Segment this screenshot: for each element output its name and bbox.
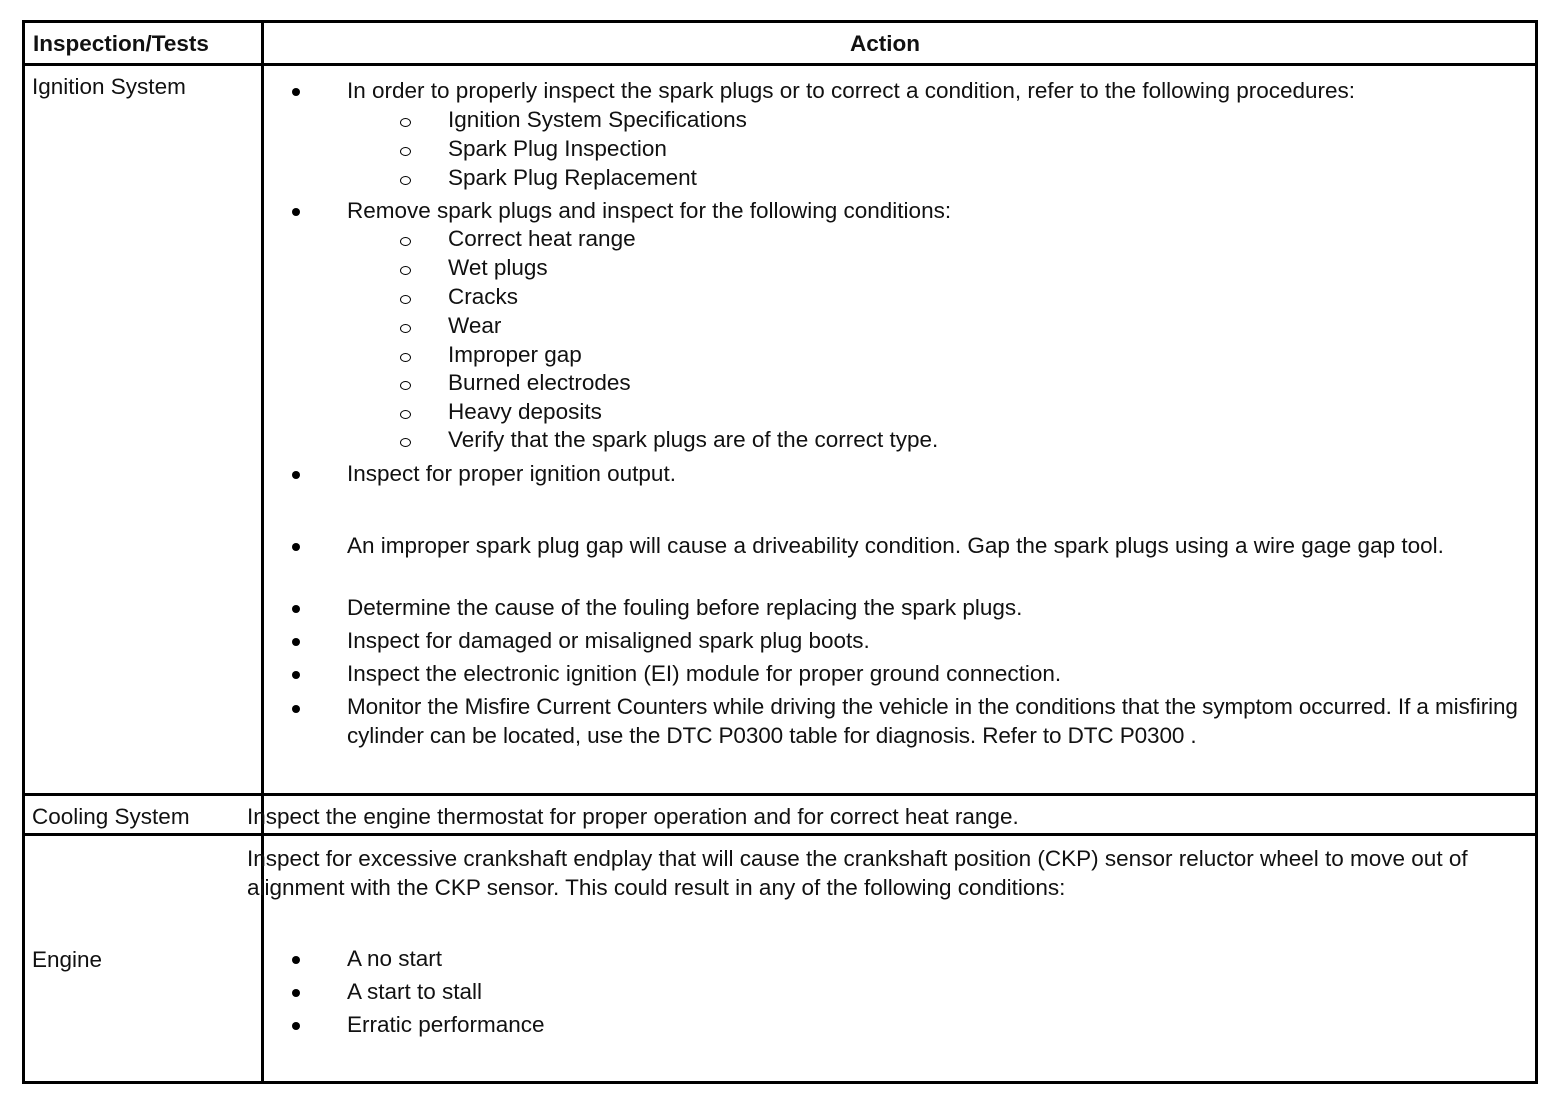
row-label-cooling: Cooling System	[32, 804, 190, 829]
sub-bullet-circle	[400, 266, 411, 275]
bullet-dot	[292, 1022, 300, 1030]
bullet-dot	[292, 989, 300, 997]
list-item: Determine the cause of the fouling before replacing the spark plugs.	[347, 595, 1023, 620]
list-item: Remove spark plugs and inspect for the following conditions:	[347, 198, 952, 223]
sub-bullet-circle	[400, 237, 411, 246]
bullet-dot	[292, 605, 300, 613]
sub-bullet-circle	[400, 353, 411, 362]
sub-list-item: Verify that the spark plugs are of the correct type.	[448, 427, 939, 452]
list-item: An improper spark plug gap will cause a driveability condition. Gap the spark plugs using a wire gage gap tool.	[347, 533, 1444, 558]
sub-bullet-circle	[400, 324, 411, 333]
sub-bullet-circle	[400, 147, 411, 156]
sub-bullet-circle	[400, 438, 411, 447]
sub-bullet-circle	[400, 295, 411, 304]
sub-bullet-circle	[400, 381, 411, 390]
sub-list-item: Cracks	[448, 284, 519, 309]
sub-bullet-circle	[400, 176, 411, 185]
list-item: Inspect the electronic ignition (EI) module for proper ground connection.	[347, 661, 1062, 686]
bullet-dot	[292, 471, 300, 479]
list-item: Inspect for proper ignition output.	[347, 461, 676, 486]
ignition-action-cell	[244, 23, 1534, 793]
sub-list-item: Spark Plug Inspection	[448, 136, 667, 161]
list-item: Monitor the Misfire Current Counters while driving the vehicle in the conditions that the symptom occurred. If a misfiring cylinder can be located, use the DTC P0300 table for diagnosis. Refer to DTC P0300 .	[347, 694, 1518, 748]
sub-list-item: Correct heat range	[448, 226, 636, 251]
bullet-dot	[292, 638, 300, 646]
engine-bullet-list	[244, 833, 1534, 1083]
list-item: Erratic performance	[347, 1012, 545, 1037]
row-divider	[25, 793, 1535, 796]
row-label-ignition: Ignition System	[32, 74, 186, 99]
sub-list-item: Wear	[448, 313, 502, 338]
inspection-table	[22, 20, 1538, 1084]
bullet-dot	[292, 543, 300, 551]
list-item: Inspect for damaged or misaligned spark plug boots.	[347, 628, 870, 653]
sub-list-item: Heavy deposits	[448, 399, 602, 424]
sub-list-item: Wet plugs	[448, 255, 548, 280]
engine-action-text: Inspect for excessive crankshaft endplay that will cause the crankshaft position (CKP) sensor reluctor wheel to move out of alignment with the CKP sensor. This could result in any of the following conditions:	[247, 846, 1468, 900]
sub-list-item: Burned electrodes	[448, 370, 631, 395]
header-action: Action	[850, 31, 920, 56]
sub-list-item: Ignition System Specifications	[448, 107, 747, 132]
bullet-dot	[292, 705, 300, 713]
sub-bullet-circle	[400, 118, 411, 127]
cooling-action-text: Inspect the engine thermostat for proper operation and for correct heat range.	[247, 804, 1019, 829]
row-label-engine: Engine	[32, 947, 103, 972]
sub-bullet-circle	[400, 410, 411, 419]
bullet-dot	[292, 671, 300, 679]
bullet-dot	[292, 956, 300, 964]
sub-list-item: Improper gap	[448, 342, 582, 367]
list-item: In order to properly inspect the spark plugs or to correct a condition, refer to the following procedures:	[347, 78, 1356, 103]
list-item: A no start	[347, 946, 443, 971]
bullet-dot	[292, 208, 300, 216]
bullet-dot	[292, 88, 300, 96]
header-inspection-tests: Inspection/Tests	[33, 31, 209, 56]
sub-list-item: Spark Plug Replacement	[448, 165, 697, 190]
list-item: A start to stall	[347, 979, 483, 1004]
